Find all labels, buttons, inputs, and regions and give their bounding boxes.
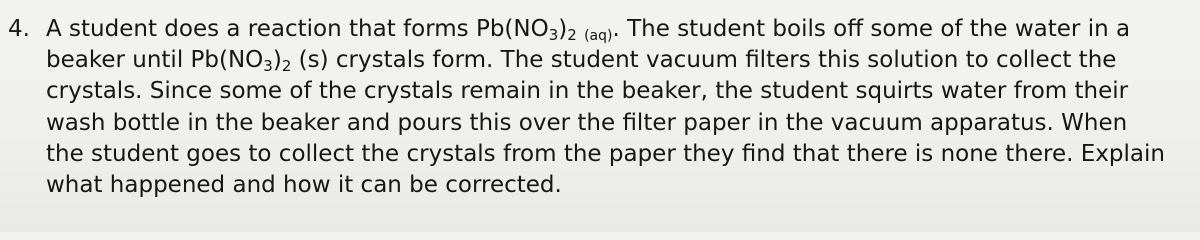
line-1-text-end: . The student boils off some of the water in a: [612, 16, 1131, 42]
question-4: [8, 14, 1200, 232]
line-1-subscript-2: 2: [567, 26, 577, 44]
line-2-text-start: beaker until Pb(NO: [46, 47, 264, 73]
line-2-paren: ): [272, 47, 282, 73]
question-line-5: the student goes to collect the crystals from the paper they find that there is none there. Explain: [46, 141, 1165, 167]
line-1-paren: ): [558, 16, 568, 42]
line-2-subscript-2: 2: [281, 57, 292, 75]
question-line-4: wash bottle in the beaker and pours this over the filter paper in the vacuum apparatus. When: [46, 110, 1128, 136]
line-1-text-start: A student does a reaction that forms Pb(NO: [46, 16, 549, 42]
line-1-state-label: (aq): [584, 28, 613, 44]
line-2-text-end: (s) crystals form. The student vacuum filters this solution to collect the: [291, 47, 1117, 73]
question-line-6: what happened and how it can be corrected.: [46, 172, 562, 198]
line-1-subscript-3: 3: [548, 26, 559, 44]
question-number: 4.: [8, 16, 30, 42]
question-line-3: crystals. Since some of the crystals remain in the beaker, the student squirts water from their: [46, 78, 1129, 104]
line-2-subscript-3: 3: [263, 57, 273, 75]
